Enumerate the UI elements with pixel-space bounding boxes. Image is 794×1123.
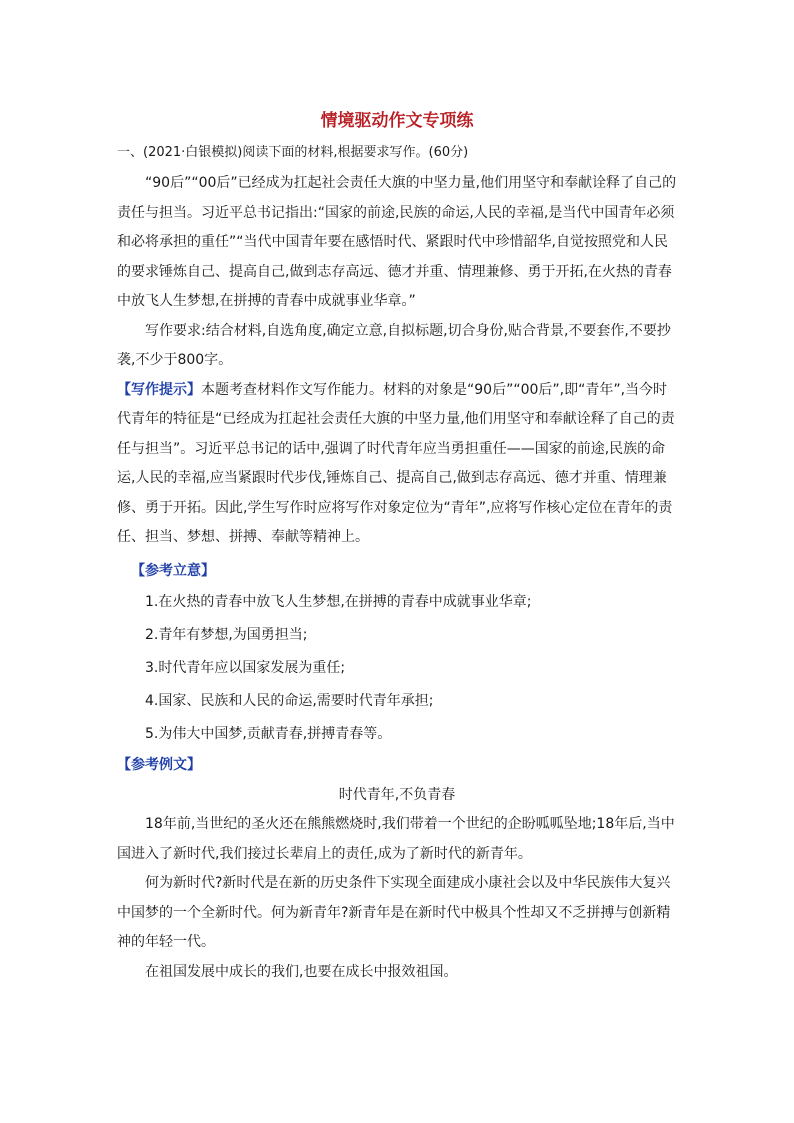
essay-paragraph: 何为新时代?新时代是在新的历史条件下实现全面建成小康社会以及中华民族伟大复兴中国梦的一个全新时代。何为新青年?新青年是在新时代中极具个性却又不乏拼搏与创新精神的年轻一代。	[117, 875, 671, 950]
essay-paragraph: 18年前,当世纪的圣火还在熊熊燃烧时,我们带着一个世纪的企盼呱呱坠地;18年后,当中国进入了新时代,我们接过长辈肩上的责任,成为了新时代的新青年。	[117, 816, 675, 862]
essay-title: 时代青年,不负青春	[338, 786, 456, 803]
hint-paragraph	[117, 376, 677, 553]
document-title: 情境驱动作文专项练	[320, 111, 474, 131]
requirement-paragraph: 写作要求:结合材料,自选角度,确定立意,自拟标题,切合身份,贴合背景,不要套作,不要抄袭,不少于800字。	[117, 322, 671, 368]
essay-label: 【参考例文】	[117, 757, 201, 773]
hint-text: 本题考查材料作文写作能力。材料的对象是“90后”“00后”,即“青年”,当今时代青年的特征是“已经成为扛起社会责任大旗的中坚力量,他们用坚守和奉献诠释了自己的责任与担当”。习近平总书记的话中,强调了时代青年应当勇担重任——国家的前途,民族的命运,人民的幸福,应当紧跟时代步伐,锤炼自己、提高自己,做到志存高远、德才并重、情理兼修、勇于开拓。因此,学生写作时应将写作对象定位为“青年”,应将写作核心定位在青年的责任、担当、梦想、拼搏、奉献等精神上。	[117, 381, 675, 545]
idea-item: 1.在火热的青春中放飞人生梦想,在拼搏的青春中成就事业华章;	[145, 594, 532, 610]
essay-paragraph: 在祖国发展中成长的我们,也要在成长中报效祖国。	[145, 963, 458, 980]
material-paragraph: “90后”“00后”已经成为扛起社会责任大旗的中坚力量,他们用坚守和奉献诠释了自己的责任与担当。习近平总书记指出:“国家的前途,民族的命运,人民的幸福,是当代中国青年必须和必将承担的重任”“当代中国青年要在感悟时代、紧跟时代中珍惜韶华,自觉按照党和人民的要求锤炼自己、提高自己,做到志存高远、德才并重、情理兼修、勇于开拓,在火热的青春中放飞人生梦想,在拼搏的青春中成就事业华章。”	[117, 175, 677, 309]
idea-item: 2.青年有梦想,为国勇担当;	[145, 627, 308, 643]
ideas-label: 【参考立意】	[131, 562, 215, 579]
idea-item: 3.时代青年应以国家发展为重任;	[145, 660, 346, 676]
idea-item: 5.为伟大中国梦,贡献青春,拼搏青春等。	[145, 726, 392, 742]
hint-label: 【写作提示】	[117, 381, 201, 398]
idea-item: 4.国家、民族和人民的命运,需要时代青年承担;	[145, 693, 434, 709]
document-body	[117, 142, 677, 987]
question-heading: 一、(2021·白银模拟)阅读下面的材料,根据要求写作。(60分)	[117, 145, 469, 160]
